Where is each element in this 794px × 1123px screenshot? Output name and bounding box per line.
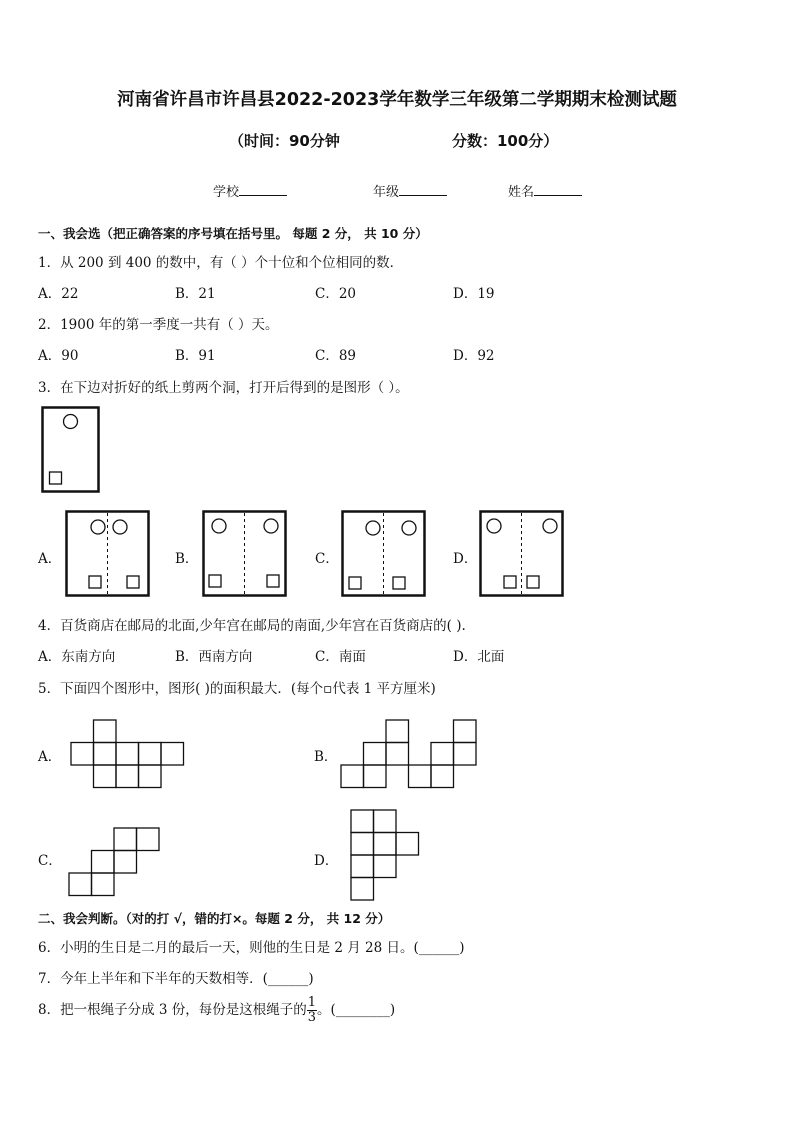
q2-option-a: A．90 bbox=[38, 348, 79, 364]
section1-title: 一、我会选（把正确答案的序号填在括号里。 每题 2 分， 共 10 分） bbox=[38, 226, 428, 241]
q3-label-d: D． bbox=[453, 551, 478, 567]
q3-figure-c bbox=[341, 510, 427, 598]
q3-label-a: A． bbox=[38, 551, 62, 567]
exam-score: 分数：100分） bbox=[452, 132, 559, 150]
q2-option-d: D．92 bbox=[453, 348, 495, 364]
q5-shape-d bbox=[350, 809, 422, 903]
q1-text: 1．从 200 到 400 的数中，有（ ）个十位和个位相同的数． bbox=[38, 255, 404, 271]
grade-blank bbox=[399, 183, 447, 196]
q6-text: 6．小明的生日是二月的最后一天，则他的生日是 2 月 28 日。(______) bbox=[38, 940, 465, 956]
q5-label-c: C． bbox=[38, 853, 62, 869]
q1-option-a: A．22 bbox=[38, 286, 79, 302]
name-blank bbox=[534, 183, 582, 196]
section2-title: 二、我会判断。（对的打 √，错的打×。每题 2 分， 共 12 分） bbox=[38, 911, 391, 926]
q8-fraction-numerator: 1 bbox=[307, 995, 317, 1010]
q8-text-before: 8．把一根绳子分成 3 份，每份是这根绳子的 bbox=[38, 1002, 307, 1018]
q1-option-c: C．20 bbox=[315, 286, 357, 302]
q5-label-b: B． bbox=[314, 749, 338, 765]
name-label: 姓名 bbox=[508, 185, 535, 200]
school-blank bbox=[239, 183, 287, 196]
q3-label-c: C． bbox=[315, 551, 339, 567]
q3-figure-d bbox=[479, 510, 565, 598]
q8-text bbox=[38, 996, 395, 1025]
q4-option-b: B．西南方向 bbox=[175, 649, 253, 665]
q1-option-d: D．19 bbox=[453, 286, 495, 302]
q1-option-b: B．21 bbox=[175, 286, 216, 302]
q2-option-c: C．89 bbox=[315, 348, 357, 364]
grade-label: 年级 bbox=[373, 185, 400, 200]
q7-text: 7．今年上半年和下半年的天数相等．(______) bbox=[38, 971, 314, 987]
q5-text: 5．下面四个图形中，图形( )的面积最大．(每个▫代表 1 平方厘米) bbox=[38, 681, 436, 697]
q3-figure-a bbox=[65, 510, 151, 598]
q3-text: 3．在下边对折好的纸上剪两个洞，打开后得到的是图形（ ）。 bbox=[38, 380, 409, 396]
q4-option-c: C．南面 bbox=[315, 649, 366, 665]
q4-option-a: A．东南方向 bbox=[38, 649, 116, 665]
q4-option-d: D．北面 bbox=[453, 649, 505, 665]
school-label: 学校 bbox=[213, 185, 240, 200]
q8-text-after: 。(________) bbox=[317, 1002, 396, 1018]
page-title: 河南省许昌市许昌县2022-2023学年数学三年级第二学期期末检测试题 bbox=[117, 90, 677, 110]
q2-text: 2．1900 年的第一季度一共有（ ）天。 bbox=[38, 317, 279, 333]
folded-paper-figure bbox=[41, 406, 101, 496]
q5-shape-a bbox=[70, 719, 186, 789]
q3-label-b: B． bbox=[175, 551, 199, 567]
school-field bbox=[213, 181, 287, 200]
name-field bbox=[508, 181, 582, 200]
q8-fraction-denominator: 3 bbox=[307, 1010, 317, 1025]
q4-text: 4．百货商店在邮局的北面,少年宫在邮局的南面,少年宫在百货商店的( ). bbox=[38, 618, 466, 634]
q8-fraction bbox=[307, 996, 317, 1025]
q2-option-b: B．91 bbox=[175, 348, 216, 364]
q3-figure-b bbox=[202, 510, 288, 598]
q5-shape-b bbox=[340, 719, 478, 789]
exam-time: （时间：90分钟 bbox=[229, 132, 340, 150]
q5-label-a: A． bbox=[38, 749, 62, 765]
q5-shape-c bbox=[68, 827, 160, 897]
grade-field bbox=[373, 181, 447, 200]
q5-label-d: D． bbox=[314, 853, 339, 869]
